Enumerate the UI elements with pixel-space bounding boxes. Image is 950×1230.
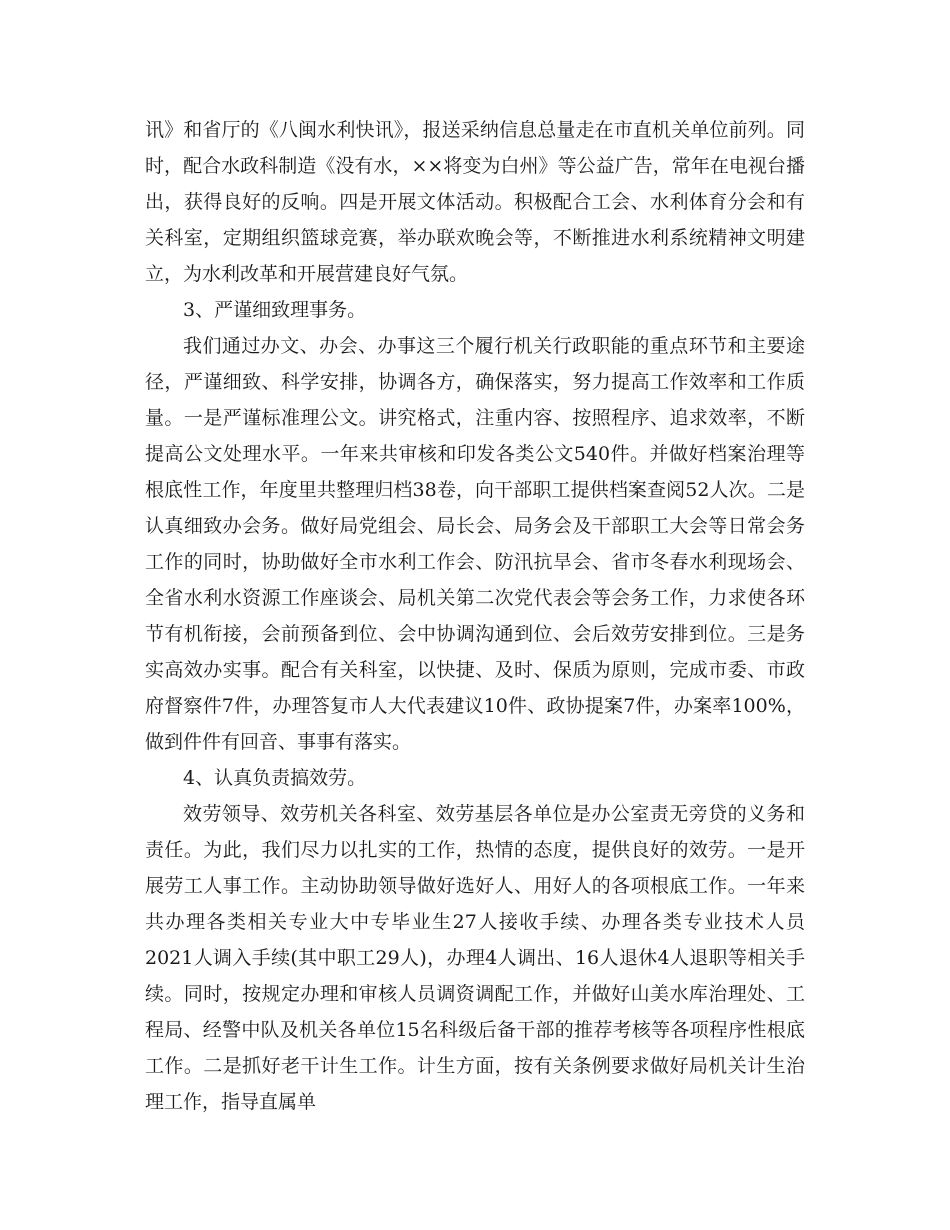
paragraph-publicity-continued: 讯》和省厅的《八闽水利快讯》，报送采纳信息总量走在市直机关单位前列。同时，配合水政科制造《没有水，××将变为白州》等公益广告，常年在电视台播出，获得良好的反响。四是开展文体活动。积极配合工会、水利体育分会和有关科室，定期组织篮球竞赛，举办联欢晚会等，不断推进水利系统精神文明建立，为水利改革和开展营建良好气氛。 [145,119,805,285]
document-body [145,112,805,1120]
paragraph-service: 效劳领导、效劳机关各科室、效劳基层各单位是办公室责无旁贷的义务和责任。为此，我们尽力以扎实的工作，热情的态度，提供良好的效劳。一是开展劳工人事工作。主动协助领导做好选好人、用好人的各项根底工作。一年来共办理各类相关专业大中专毕业生27人接收手续、办理各类专业技术人员2021人调入手续(其中职工29人)，办理4人调出、16人退休4人退职等相关手续。同时，按规定办理和审核人员调资调配工作，并做好山美水库治理处、工程局、经警中队及机关各单位15名科级后备干部的推荐考核等各项程序性根底工作。二是抓好老干计生工作。计生方面，按有关条例要求做好局机关计生治理工作，指导直属单 [145,803,805,1113]
heading-service: 4、认真负责搞效劳。 [183,767,367,789]
heading-affairs: 3、严谨细致理事务。 [183,299,367,321]
paragraph-affairs: 我们通过办文、办会、办事这三个履行机关行政职能的重点环节和主要途径，严谨细致、科学安排，协调各方，确保落实，努力提高工作效率和工作质量。一是严谨标准理公文。讲究格式，注重内容、按照程序、追求效率，不断提高公文处理水平。一年来共审核和印发各类公文540件。并做好档案治理等根底性工作，年度里共整理归档38卷，向干部职工提供档案查阅52人次。二是认真细致办会务。做好局党组会、局长会、局务会及干部职工大会等日常会务工作的同时，协助做好全市水利工作会、防汛抗旱会、省市冬春水利现场会、全省水利水资源工作座谈会、局机关第二次党代表会等会务工作，力求使各环节有机衔接，会前预备到位、会中协调沟通到位、会后效劳安排到位。三是务实高效办实事。配合有关科室，以快捷、及时、保质为原则，完成市委、市政府督察件7件，办理答复市人大代表建议10件、政协提案7件，办案率100%，做到件件有回音、事事有落实。 [145,335,805,753]
